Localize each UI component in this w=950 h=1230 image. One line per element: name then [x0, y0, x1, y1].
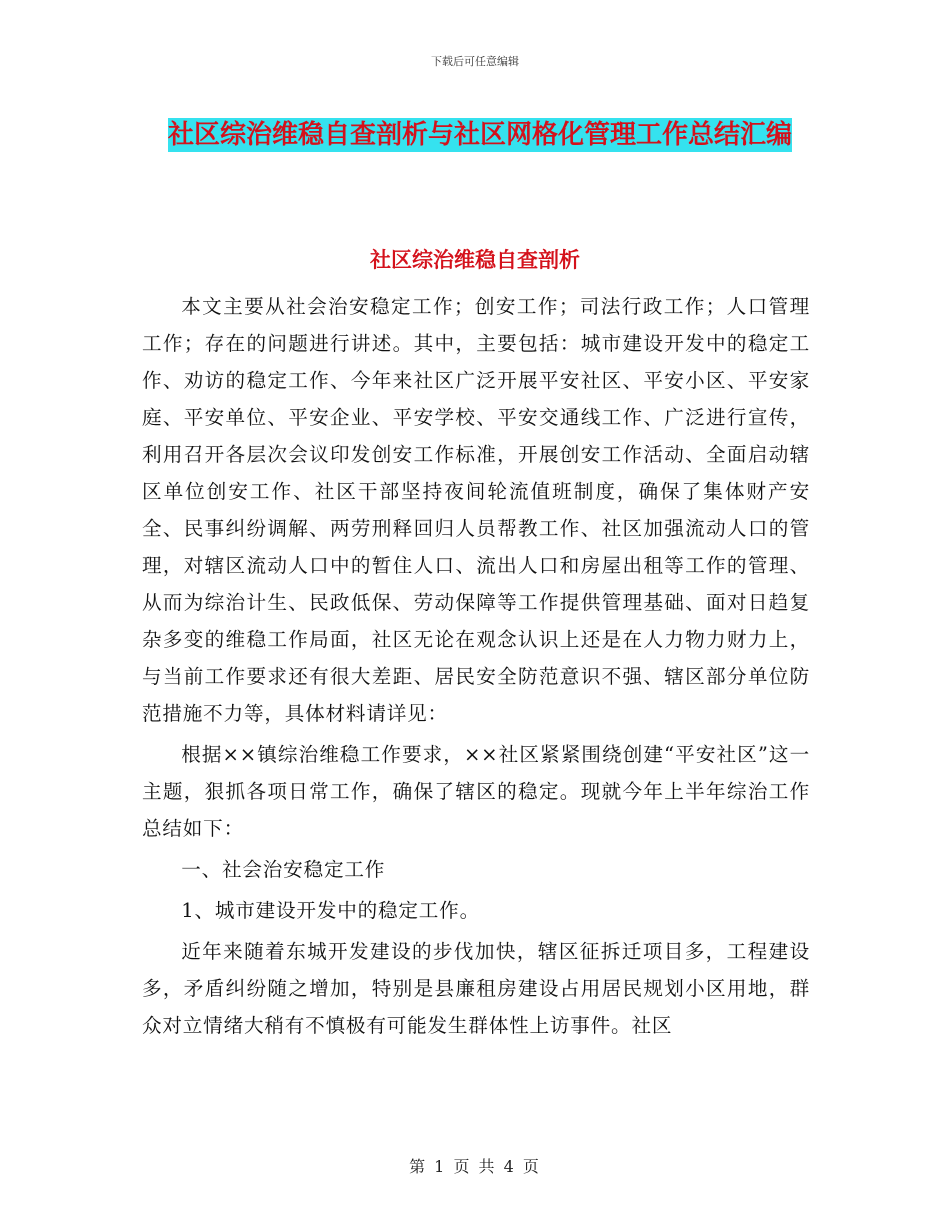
paragraph-intro: 本文主要从社会治安稳定工作；创安工作；司法行政工作；人口管理工作；存在的问题进行讲述。其中，主要包括：城市建设开发中的稳定工作、劝访的稳定工作、今年来社区广泛开展平安社区、平安小区、平安家庭、平安单位、平安企业、平安学校、平安交通线工作、广泛进行宣传，利用召开各层次会议印发创安工作标准，开展创安工作活动、全面启动辖区单位创安工作、社区干部坚持夜间轮流值班制度，确保了集体财产安全、民事纠纷调解、两劳刑释回归人员帮教工作、社区加强流动人口的管理，对辖区流动人口中的暂住人口、流出人口和房屋出租等工作的管理、从而为综治计生、民政低保、劳动保障等工作提供管理基础、面对日趋复杂多变的维稳工作局面，社区无论在观念认识上还是在人力物力财力上，与当前工作要求还有很大差距、居民安全防范意识不强、辖区部分单位防范措施不力等，具体材料请详见：: [142, 295, 810, 725]
paragraph-construction: 近年来随着东城开发建设的步伐加快，辖区征拆迁项目多，工程建设多，矛盾纠纷随之增加，特别是县廉租房建设占用居民规划小区用地，群众对立情绪大稍有不慎极有可能发生群体性上访事件。社区: [142, 940, 810, 1037]
page-number: 第 1 页 共 4 页: [409, 1157, 541, 1176]
heading-subsection-one: 1、城市建设开发中的稳定工作。: [181, 899, 480, 922]
document-title: [150, 110, 810, 160]
document-title-text: 社区综治维稳自查剖析与社区网格化管理工作总结汇编: [167, 120, 792, 150]
header-note: 下载后可任意编辑: [431, 55, 519, 68]
paragraph-overview: 根据××镇综治维稳工作要求，××社区紧紧围绕创建“平安社区”这一主题，狠抓各项日常工作，确保了辖区的稳定。现就今年上半年综治工作总结如下：: [142, 743, 810, 840]
heading-section-one: 一、社会治安稳定工作: [181, 858, 386, 881]
section-title: 社区综治维稳自查剖析: [370, 248, 580, 272]
document-body: [142, 288, 810, 1044]
